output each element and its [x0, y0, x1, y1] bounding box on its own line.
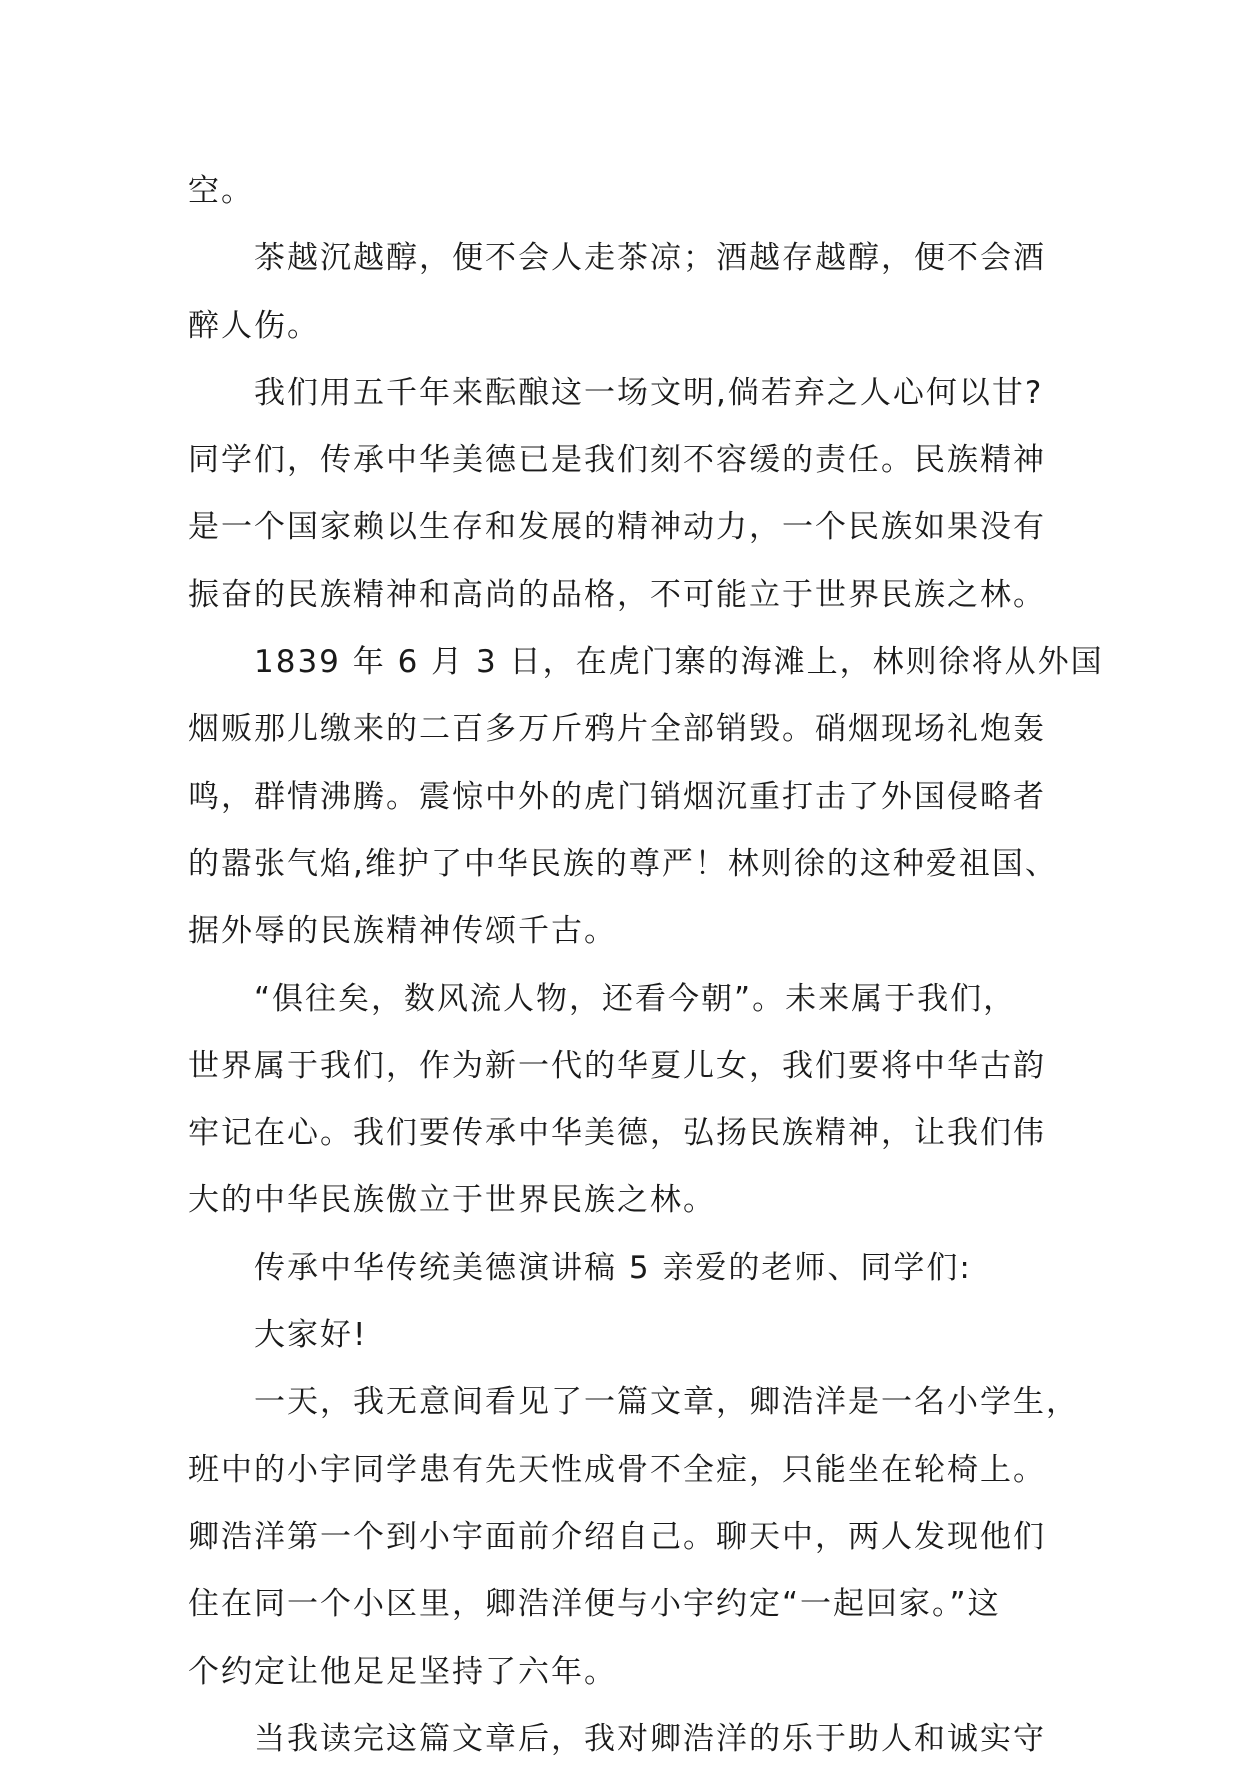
text-line: 烟贩那儿缴来的二百多万斤鸦片全部销毁。硝烟现场礼炮轰 — [188, 711, 1046, 748]
text-line: 是一个国家赖以生存和发展的精神动力，一个民族如果没有 — [188, 509, 1046, 546]
text-line: “俱往矣，数风流人物，还看今朝”。未来属于我们， — [254, 980, 1017, 1017]
text-line: 我们用五千年来酝酿这一场文明,倘若弃之人心何以甘? — [254, 374, 1044, 411]
text-line: 一天，我无意间看见了一篇文章，卿浩洋是一名小学生， — [254, 1384, 1079, 1421]
text-line: 牢记在心。我们要传承中华美德，弘扬民族精神，让我们伟 — [188, 1115, 1046, 1152]
text-line: 大的中华民族傲立于世界民族之林。 — [188, 1182, 716, 1219]
text-line: 大家好! — [254, 1317, 368, 1354]
text-line: 振奋的民族精神和高尚的品格，不可能立于世界民族之林。 — [188, 576, 1046, 613]
text-line: 醉人伤。 — [188, 307, 320, 344]
text-line: 据外辱的民族精神传颂千古。 — [188, 913, 617, 950]
text-line: 住在同一个小区里，卿浩洋便与小宇约定“一起回家。”这 — [188, 1586, 1001, 1623]
text-line: 班中的小宇同学患有先天性成骨不全症，只能坐在轮椅上。 — [188, 1451, 1046, 1488]
text-line: 当我读完这篇文章后，我对卿浩洋的乐于助人和诚实守 — [254, 1720, 1046, 1757]
text-line: 空。 — [188, 173, 254, 209]
text-line: 茶越沉越醇，便不会人走茶凉；酒越存越醇，便不会酒 — [254, 240, 1046, 277]
text-line: 鸣，群情沸腾。震惊中外的虎门销烟沉重打击了外国侵略者 — [188, 778, 1046, 815]
body-text — [188, 158, 1104, 1773]
text-line: 同学们，传承中华美德已是我们刻不容缓的责任。民族精神 — [188, 442, 1046, 479]
text-line: 世界属于我们，作为新一代的华夏儿女，我们要将中华古韵 — [188, 1047, 1046, 1084]
text-line: 个约定让他足足坚持了六年。 — [188, 1653, 617, 1690]
text-line: 卿浩洋第一个到小宇面前介绍自己。聊天中，两人发现他们 — [188, 1518, 1046, 1555]
text-line: 的嚣张气焰,维护了中华民族的尊严！林则徐的这种爱祖国、 — [188, 845, 1058, 882]
text-line: 1839 年 6 月 3 日，在虎门寨的海滩上，林则徐将从外国 — [254, 644, 1104, 681]
text-line: 传承中华传统美德演讲稿 5 亲爱的老师、同学们: — [254, 1249, 972, 1286]
